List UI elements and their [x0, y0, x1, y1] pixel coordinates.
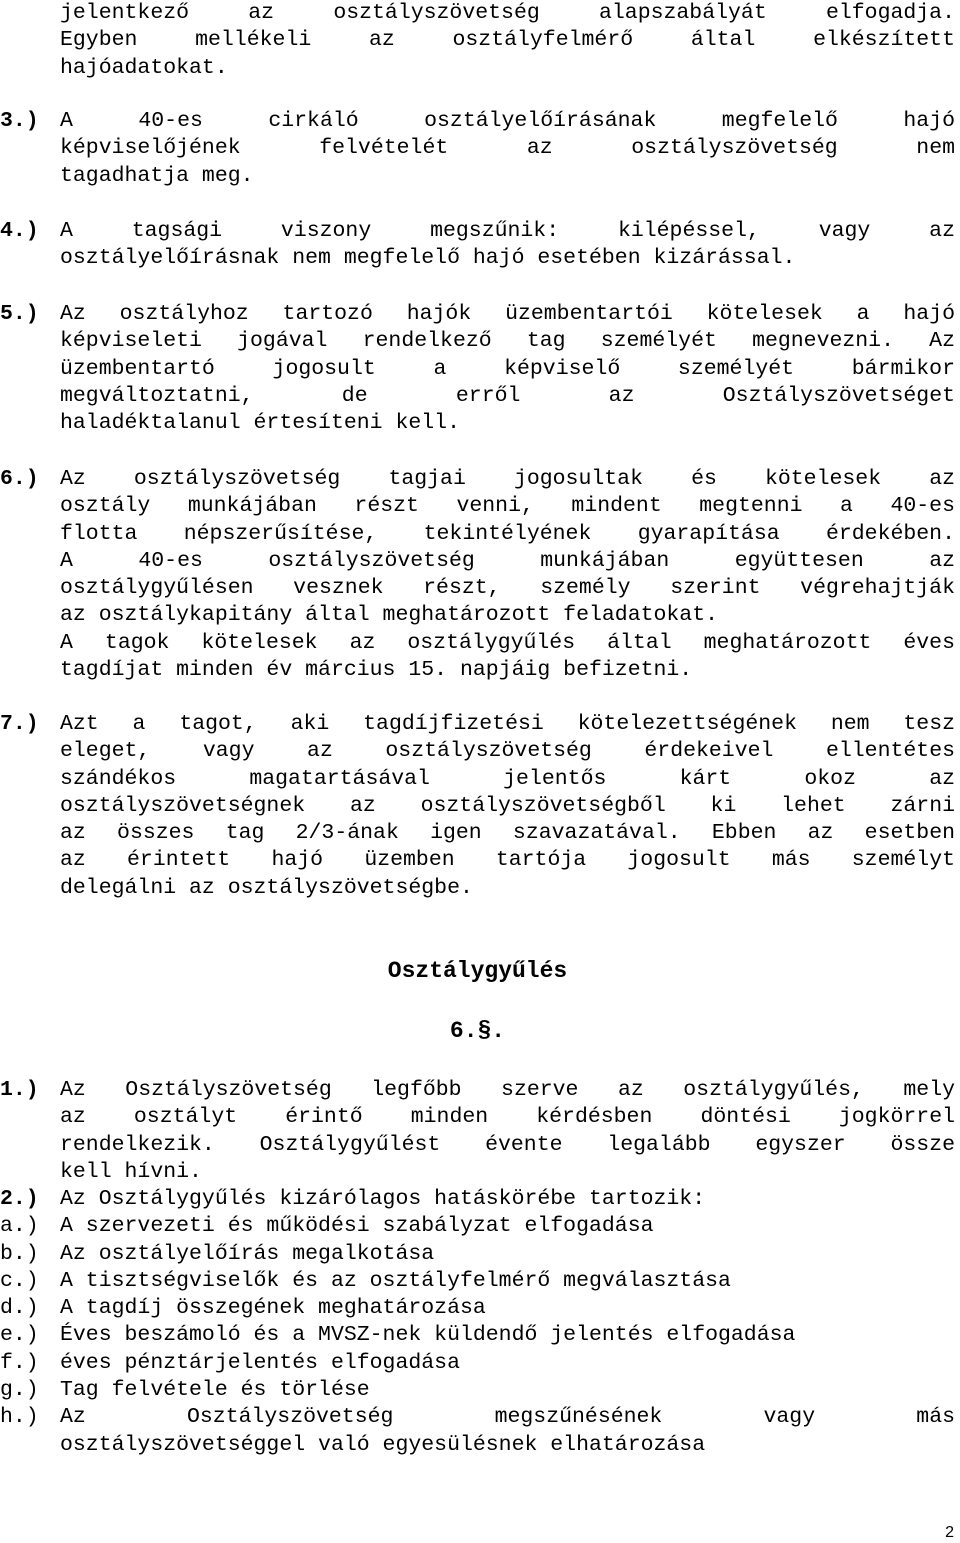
paragraph-item-6: [0, 466, 955, 684]
continuation-paragraph: [0, 0, 955, 82]
subitem-letter: g.): [0, 1378, 39, 1403]
text-line: Az osztályhoz tartozó hajók üzembentartói kötelesek a hajó: [60, 302, 955, 326]
subitem-letter: h.): [0, 1405, 39, 1430]
subitem-letter: f.): [0, 1350, 39, 1375]
item-number: 6.): [0, 467, 39, 491]
subitem-text: Tag felvétele és törlése: [60, 1378, 370, 1403]
subitem-text: A szervezeti és működési szabályzat elfogadása: [60, 1214, 654, 1239]
paragraph-item-7: [0, 711, 955, 902]
text-line: eleget, vagy az osztályszövetség érdekeivel ellentétes: [60, 739, 955, 764]
subitem-text: Az Osztályszövetség megszűnésének vagy más: [60, 1405, 955, 1430]
text-line: osztály munkájában részt venni, mindent megtenni a 40-es: [60, 494, 955, 519]
item-number: 4.): [0, 219, 39, 243]
text-line: tagadhatja meg.: [60, 163, 254, 188]
text-line: Az Osztálygyűlés kizárólagos hatáskörébe tartozik:: [60, 1187, 706, 1211]
section-number: 6.§.: [449, 1018, 506, 1044]
text-line: az osztálykapitány által meghatározott feladatokat.: [60, 603, 719, 628]
text-line: Egyben mellékeli az osztályfelmérő által elkészített: [60, 28, 955, 53]
text-line: az összes tag 2/3-ának igen szavazatával. Ebben az esetben: [60, 821, 955, 846]
text-line: hajóadatokat.: [60, 55, 228, 80]
paragraph-item-5: [0, 301, 955, 437]
subitem-text: A tisztségviselők és az osztályfelmérő megválasztása: [60, 1268, 731, 1293]
paragraph-osztalygyules-2: [0, 1186, 955, 1459]
subitem-text: éves pénztárjelentés elfogadása: [60, 1350, 460, 1375]
text-line: rendelkezik. Osztálygyűlést évente legalább egyszer össze: [60, 1132, 955, 1157]
section-title: Osztálygyűlés: [387, 958, 568, 984]
subitem-text: Éves beszámoló és a MVSZ-nek küldendő jelentés elfogadása: [60, 1323, 796, 1348]
paragraph-osztalygyules-1: [0, 1077, 955, 1186]
text-line: tagdíjat minden év március 15. napjáig befizetni.: [60, 658, 693, 683]
item-number: 5.): [0, 302, 39, 326]
text-line: az érintett hajó üzemben tartója jogosult más személyt: [60, 848, 955, 873]
list-item: [0, 1350, 955, 1377]
paragraph-item-4: [0, 218, 955, 273]
subitem-letter: a.): [0, 1214, 39, 1239]
text-line: delegálni az osztályszövetségbe.: [60, 875, 473, 900]
list-item: [0, 1213, 955, 1240]
text-line: A 40-es osztályszövetség munkájában együttesen az: [60, 548, 955, 573]
item-number: 3.): [0, 109, 39, 133]
subitem-letter: e.): [0, 1323, 39, 1348]
text-line: Azt a tagot, aki tagdíjfizetési kötelezettségének nem tesz: [60, 712, 955, 736]
text-line: jelentkező az osztályszövetség alapszabályát elfogadja.: [60, 1, 955, 25]
text-line: flotta népszerűsítése, tekintélyének gyarapítása érdekében.: [60, 521, 955, 546]
text-line: szándékos magatartásával jelentős kárt okoz az: [60, 766, 955, 791]
subitem-text: Az osztályelőírás megalkotása: [60, 1241, 435, 1266]
text-line: A 40-es cirkáló osztályelőírásának megfelelő hajó: [60, 109, 955, 133]
text-line: osztálygyűlésen vesznek részt, személy szerint végrehajtják: [60, 576, 955, 601]
paragraph-item-3: [0, 108, 955, 190]
subitem-letter: d.): [0, 1296, 39, 1321]
subitem-text: A tagdíj összegének meghatározása: [60, 1296, 486, 1321]
page-number: 2: [945, 1524, 954, 1541]
subitem-letter: c.): [0, 1268, 39, 1293]
item-number: 2.): [0, 1187, 39, 1211]
list-item: [0, 1268, 955, 1295]
list-item: [0, 1404, 955, 1431]
text-line: az osztályt érintő minden kérdésben döntési jogkörrel: [60, 1105, 955, 1130]
item-number: 7.): [0, 712, 39, 736]
text-line: A tagok kötelesek az osztálygyűlés által meghatározott éves: [60, 630, 955, 655]
list-item: [0, 1322, 955, 1349]
text-line: kell hívni.: [60, 1159, 202, 1184]
text-line: képviselőjének felvételét az osztályszövetség nem: [60, 136, 955, 161]
text-line: osztályelőírásnak nem megfelelő hajó esetében kizárással.: [60, 246, 796, 271]
subitem-text: osztályszövetséggel való egyesülésnek elhatározása: [60, 1432, 706, 1457]
item-number: 1.): [0, 1078, 39, 1102]
text-line: megváltoztatni, de erről az Osztályszövetséget: [60, 383, 955, 408]
subitem-letter: b.): [0, 1241, 39, 1266]
list-item: [0, 1241, 955, 1268]
text-line: képviseleti jogával rendelkező tag személyét megnevezni. Az: [60, 329, 955, 354]
list-item: [0, 1295, 955, 1322]
text-line: osztályszövetségnek az osztályszövetségből ki lehet zárni: [60, 793, 955, 818]
text-line: Az osztályszövetség tagjai jogosultak és kötelesek az: [60, 467, 955, 491]
text-line: üzembentartó jogosult a képviselő személyét bármikor: [60, 356, 955, 381]
text-line: haladéktalanul értesíteni kell.: [60, 411, 460, 436]
text-line: A tagsági viszony megszűnik: kilépéssel, vagy az: [60, 219, 955, 243]
list-item: [0, 1377, 955, 1404]
text-line: Az Osztályszövetség legfőbb szerve az osztálygyűlés, mely: [60, 1078, 955, 1102]
